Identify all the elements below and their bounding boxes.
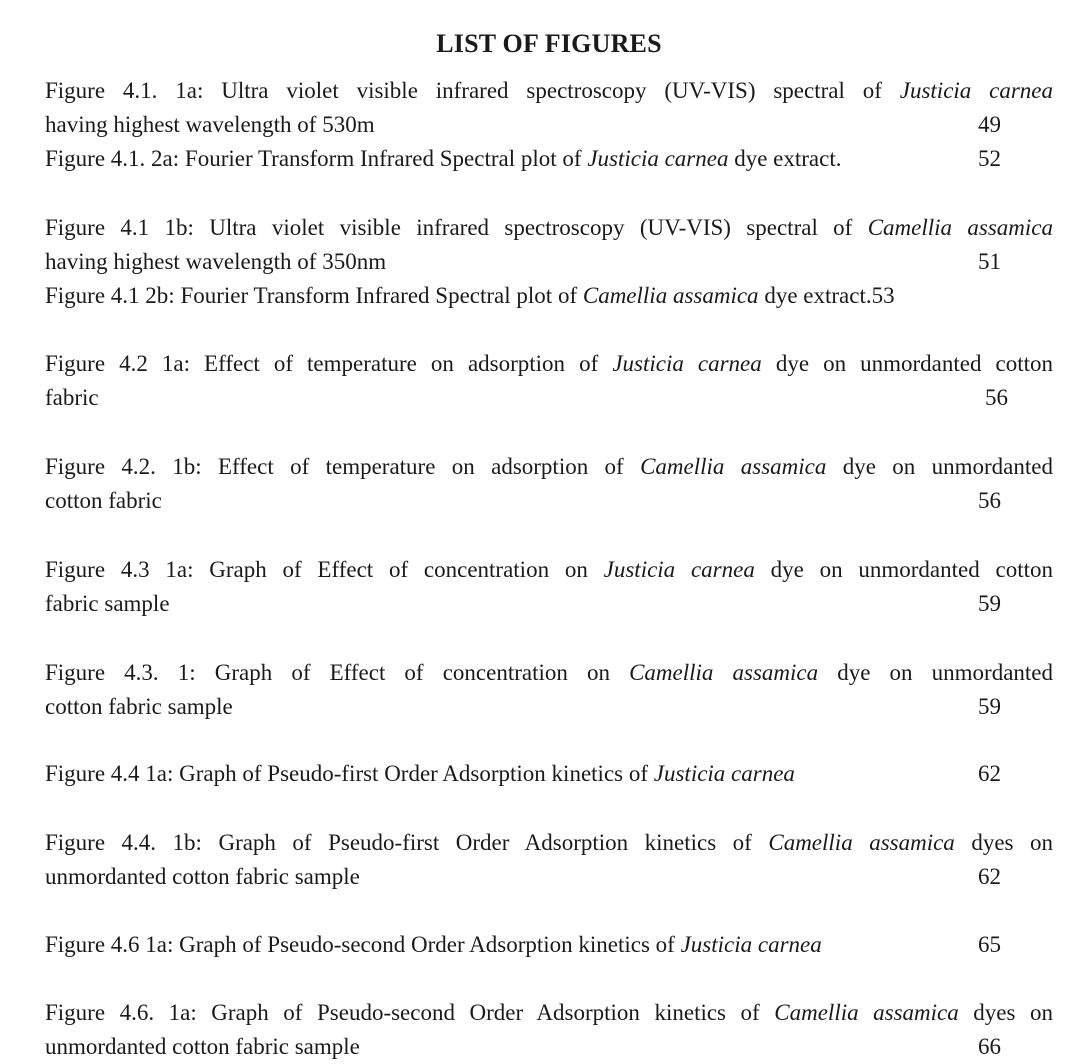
page-number: 56 <box>978 488 1001 513</box>
page-number: 59 <box>978 694 1001 719</box>
figure-entry-4-6-1a-camellia <box>45 996 1053 1064</box>
entry-line-1: Figure 4.1. 2a: Fourier Transform Infrared Spectral plot of Justicia carnea dye extract. 52 <box>45 142 1053 176</box>
figure-entry-4-4-1b <box>45 826 1053 894</box>
page-number: 51 <box>978 249 1001 274</box>
page-title: LIST OF FIGURES <box>436 29 662 58</box>
entry-line-2: having highest wavelength of 530m 49 <box>45 108 1053 142</box>
page-number: 66 <box>978 1034 1001 1059</box>
page-number: 52 <box>978 146 1001 171</box>
entry-line-2: cotton fabric 56 <box>45 484 1053 518</box>
page-number: 65 <box>978 932 1001 957</box>
figure-entry-4-1-2b <box>45 279 1053 313</box>
entry-line-1: Figure 4.3 1a: Graph of Effect of concentration on Justicia carnea dye on unmordanted cotton <box>45 557 1054 582</box>
page-number: 49 <box>978 112 1001 137</box>
figure-entry-4-1-2a <box>45 142 1053 176</box>
entry-line-2: unmordanted cotton fabric sample 62 <box>45 860 1053 894</box>
page-number: 53 <box>871 283 895 308</box>
entry-line-1: Figure 4.4 1a: Graph of Pseudo-first Order Adsorption kinetics of Justicia carnea 62 <box>45 757 1053 791</box>
page-number: 62 <box>978 761 1001 786</box>
figure-entry-4-1-1b <box>45 211 1053 279</box>
figure-entry-4-2-1a <box>45 347 1053 415</box>
entry-line-1: Figure 4.4. 1b: Graph of Pseudo-first Order Adsorption kinetics of Camellia assamica dyes on <box>45 830 1053 855</box>
entry-line-1: Figure 4.2. 1b: Effect of temperature on adsorption of Camellia assamica dye on unmordanted <box>45 454 1053 479</box>
page-number: 59 <box>978 591 1001 616</box>
entry-line-1: Figure 4.6. 1a: Graph of Pseudo-second Order Adsorption kinetics of Camellia assamica dyes on <box>45 1000 1053 1025</box>
entry-line-1: Figure 4.1 2b: Fourier Transform Infrared Spectral plot of Camellia assamica dye extract.53 <box>45 283 895 308</box>
entry-line-2: fabric 56 <box>45 381 1053 415</box>
page-number: 56 <box>985 385 1008 410</box>
entry-line-1: Figure 4.6 1a: Graph of Pseudo-second Order Adsorption kinetics of Justicia carnea 65 <box>45 928 1053 962</box>
figure-entry-4-3-1a <box>45 553 1053 621</box>
figure-entry-4-2-1b <box>45 450 1053 518</box>
figure-entry-4-6-1a <box>45 928 1053 962</box>
entry-line-1: Figure 4.1. 1a: Ultra violet visible infrared spectroscopy (UV-VIS) spectral of Justicia carnea <box>45 78 1054 103</box>
entry-line-2: having highest wavelength of 350nm 51 <box>45 245 1053 279</box>
entry-line-2: fabric sample 59 <box>45 587 1053 621</box>
entry-line-1: Figure 4.1 1b: Ultra violet visible infrared spectroscopy (UV-VIS) spectral of Camellia assamica <box>45 215 1053 240</box>
entry-line-1: Figure 4.2 1a: Effect of temperature on adsorption of Justicia carnea dye on unmordanted cotton <box>45 351 1054 376</box>
entry-line-2: cotton fabric sample 59 <box>45 690 1053 724</box>
entry-line-2: unmordanted cotton fabric sample 66 <box>45 1030 1053 1064</box>
figure-entry-4-1-1a <box>45 74 1053 142</box>
entry-line-1: Figure 4.3. 1: Graph of Effect of concentration on Camellia assamica dye on unmordanted <box>45 660 1053 685</box>
figure-entry-4-4-1a <box>45 757 1053 791</box>
page-number: 62 <box>978 864 1001 889</box>
figure-entry-4-3-1 <box>45 656 1053 724</box>
